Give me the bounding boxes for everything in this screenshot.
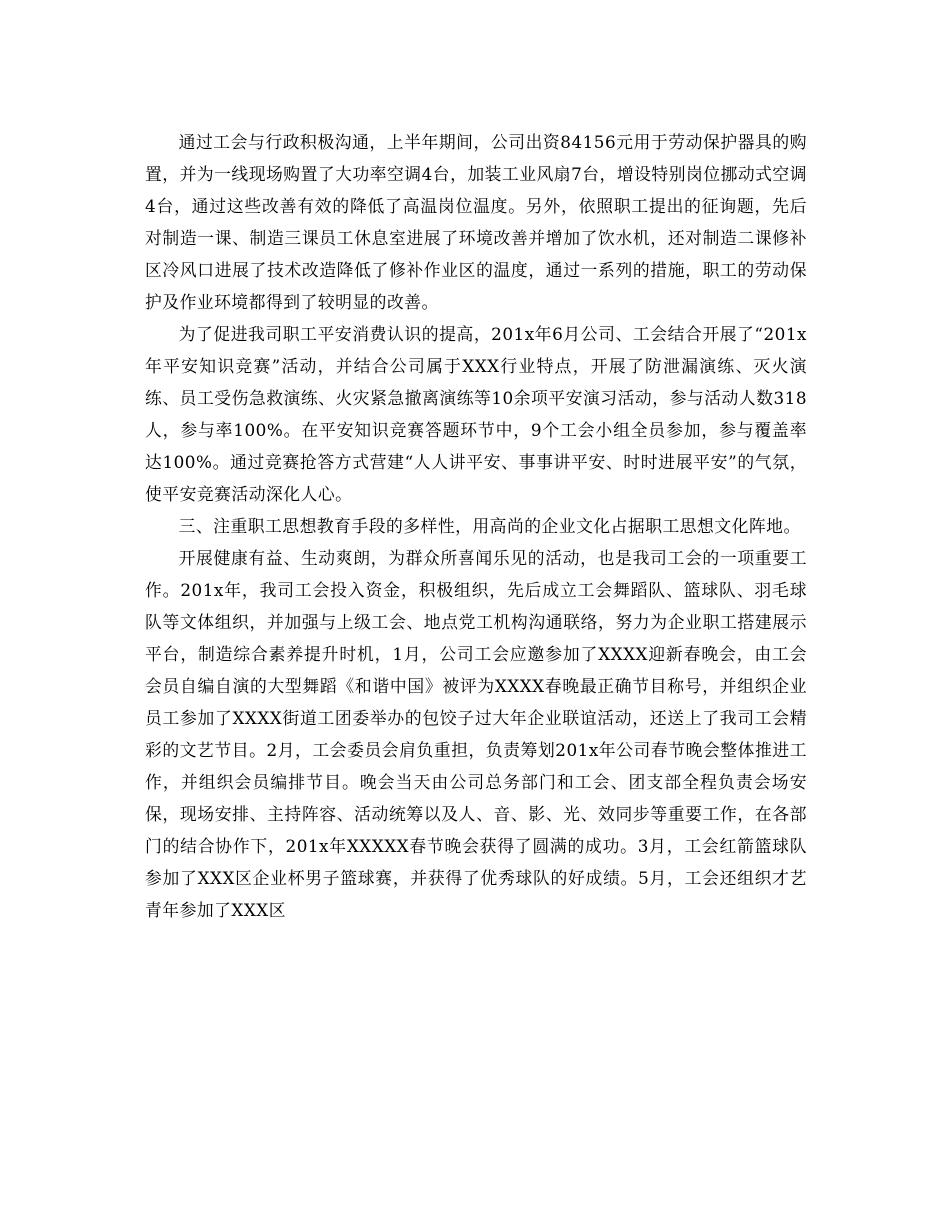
paragraph-cultural-activities: 开展健康有益、生动爽朗，为群众所喜闻乐见的活动，也是我司工会的一项重要工作。201x年，我司工会投入资金，积极组织，先后成立工会舞蹈队、篮球队、羽毛球队等文体组织，并加强与上级工会、地点党工机构沟通联络，努力为企业职工搭建展示平台，制造综合素养提升时机，1月，公司工会应邀参加了XXXX迎新春晚会，由工会会员自编自演的大型舞蹈《和谐中国》被评为XXXX春晚最正确节目称号，并组织企业员工参加了XXXX街道工团委举办的包饺子过大年企业联谊活动，还送上了我司工会精彩的文艺节目。2月，工会委员会肩负重担，负责筹划201x年公司春节晚会整体推进工作，并组织会员编排节目。晚会当天由公司总务部门和工会、团支部全程负责会场安保，现场安排、主持阵容、活动统筹以及人、音、影、光、效同步等重要工作，在各部门的结合协作下，201x年XXXXX春节晚会获得了圆满的成功。3月，工会红箭篮球队参加了XXX区企业杯男子篮球赛，并获得了优秀球队的好成绩。5月，工会还组织才艺青年参加了XXX区 xyxy=(145,548,807,920)
paragraph-safety-competition: 为了促进我司职工平安消费认识的提高，201x年6月公司、工会结合开展了“201x年平安知识竞赛”活动，并结合公司属于XXX行业特点，开展了防泄漏演练、灭火演练、员工受伤急救演练、火灾紧急撤离演练等10余项平安演习活动，参与活动人数318人，参与率100%。在平安知识竞赛答题环节中，9个工会小组全员参加，参与覆盖率达100%。通过竞赛抢答方式营建“人人讲平安、事事讲平安、时时进展平安”的气氛，使平安竞赛活动深化人心。 xyxy=(145,324,807,504)
document-body xyxy=(145,126,807,926)
section-heading-ideological-education: 三、注重职工思想教育手段的多样性，用高尚的企业文化占据职工思想文化阵地。 xyxy=(178,516,801,536)
paragraph-labor-protection: 通过工会与行政积极沟通，上半年期间，公司出资84156元用于劳动保护器具的购置，并为一线现场购置了大功率空调4台，加装工业风扇7台，增设特别岗位挪动式空调4台，通过这些改善有效的降低了高温岗位温度。另外，依照职工提出的征询题，先后对制造一课、制造三课员工休息室进展了环境改善并增加了饮水机，还对制造二课修补区冷风口进展了技术改造降低了修补作业区的温度，通过一系列的措施，职工的劳动保护及作业环境都得到了较明显的改善。 xyxy=(145,132,807,312)
